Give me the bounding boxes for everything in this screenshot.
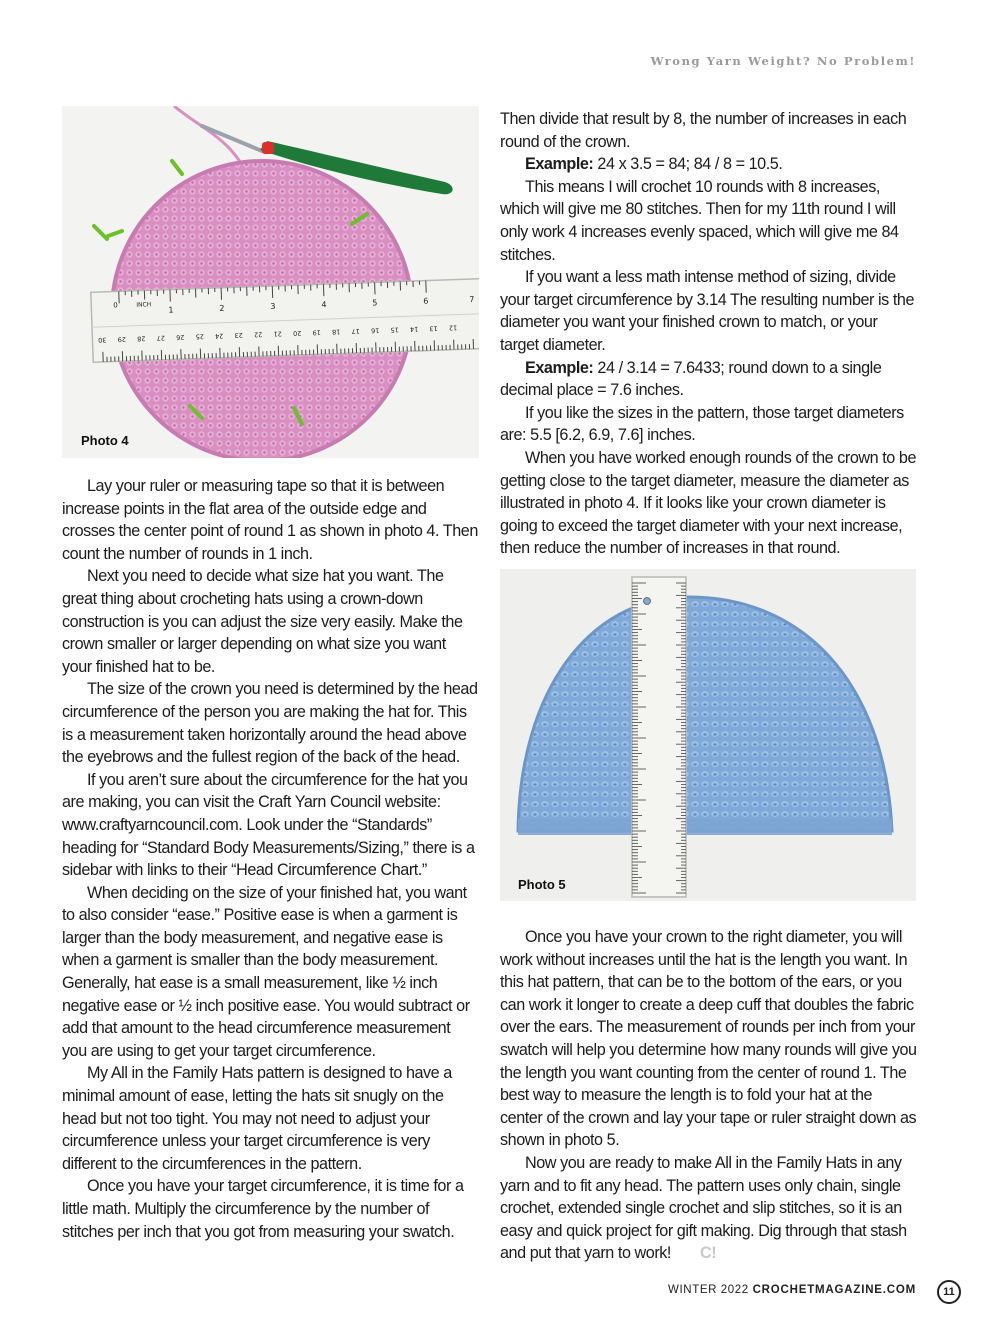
left-paragraph-4: If you aren’t sure about the circumference for the hat you are making, you can visit the Craft Yarn Council website: www.craftyarncouncil.com. Look under the “Standards” heading for “Standard Body Measurements/Sizing,” there is a sidebar with links to their “Head Circumference Chart.” [62,770,475,880]
right-column-top [500,108,918,560]
right-paragraph-7 [500,1152,918,1265]
example-1-text: 24 x 3.5 = 84; 84 / 8 = 10.5. [593,155,783,174]
ruler-label-6: 6 [423,296,429,306]
crochet-hat-ruler-image [500,569,916,901]
right-paragraph-continuation: Then divide that result by 8, the number of increases in each round of the crown. [500,110,907,151]
ruler-cm-label: 23 [234,331,244,340]
example-2-text: 24 / 3.14 = 7.6433; round down to a single decimal place = 7.6 inches. [500,358,882,400]
photo-4 [62,106,479,458]
end-mark-logo: C! [700,1244,717,1263]
right-paragraph-2: This means I will crochet 10 rounds with 8 increases, which will give me 80 stitches. Then for my 11th round I will only work 4 increases evenly spaced, which will give me 84 stitches. [500,177,899,264]
ruler-cm-label: 12 [448,323,458,332]
left-column [62,475,478,1243]
ruler-label-3: 3 [270,301,276,312]
ruler-label-inch: INCH [136,301,152,309]
left-paragraph-7: Once you have your target circumference, it is time for a little math. Multiply the circumference by the number of stitches per inch that you got from measuring your swatch. [62,1177,464,1241]
photo-5 [500,569,916,901]
ruler [91,279,479,363]
ruler-cm-label: 27 [156,333,166,343]
right-paragraph-6: Once you have your crown to the right diameter, you will work without increases until the hat is the length you want. In this hat pattern, that can be to the bottom of the ears, or you can work it longer to create a deep cuff that doubles the fabric over the ears. The measurement of rounds per inch from your swatch will help you determine how many rounds will give you the length you want counting from the center of round 1. The best way to measure the length is to fold your hat at the center of the crown and lay your tape or ruler straight down as shown in photo 5. [500,928,917,1150]
example-1-label: Example: [525,155,594,174]
left-paragraph-6: My All in the Family Hats pattern is designed to have a minimal amount of ease, letting the hats sit snugly on the head but not too tight. You may not need to adjust your circumference unless your target circumference is very different to the circumferences in the pattern. [62,1064,452,1173]
ruler-label-zero: 0 [113,301,118,310]
ruler-cm-label: 19 [312,328,321,337]
ruler-label-7: 7 [469,294,475,305]
ruler-cm-label: 24 [214,331,224,340]
right-paragraph-4: If you like the sizes in the pattern, those target diameters are: 5.5 [6.2, 6.9, 7.6] inches. [500,403,904,445]
ruler-cm-label: 13 [429,324,438,333]
running-head: Wrong Yarn Weight? No Problem! [650,54,916,68]
footer-website: CROCHETMAGAZINE.COM [752,1284,916,1296]
ruler-cm-label: 15 [390,325,399,334]
ruler-cm-label: 14 [409,324,419,334]
page-footer [668,1284,916,1296]
right-paragraph-3: If you want a less math intense method of sizing, divide your target circumference by 3.14 The resulting number is the diameter you want your finished crown to match, or your target diameter. [500,268,915,354]
example-1 [500,153,918,176]
crochet-crown-ruler-image [62,106,479,458]
photo-4-label: Photo 4 [81,433,129,448]
left-paragraph-1: Lay your ruler or measuring tape so that it is between increase points in the flat area of the outside edge and crosses the center point of round 1 as shown in photo 4. Then count the number of rounds in 1 inch. [62,477,478,563]
ruler-cm-label: 22 [253,330,263,339]
right-column-bottom [500,926,918,1265]
ruler-label-4: 4 [321,300,327,310]
left-paragraph-2: Next you need to decide what size hat you want. The great thing about crocheting hats using a crown-down construction is you can adjust the size very easily. Make the crown smaller or larger depending on what size you want your finished hat to be. [62,567,463,676]
ruler-cm-label: 25 [195,332,205,341]
closing-text: Now you are ready to make All in the Family Hats in any yarn and to fit any head. The pattern uses only chain, single crochet, extended single crochet and slip stitches, so it is an easy and quick project for gift making. Dig through that stash and put that yarn to work! [500,1153,907,1263]
ruler-cm-label: 20 [292,328,302,338]
ruler-label-5: 5 [372,298,378,308]
ruler-cm-label: 30 [98,335,107,345]
ruler-cm-label: 18 [331,327,341,336]
right-paragraph-5: When you have worked enough rounds of the crown to be getting close to the target diameter, measure the diameter as illustrated in photo 4. If it looks like your crown diameter is going to exceed the target diameter with your next increase, then reduce the number of increases in that round. [500,448,916,558]
example-2-label: Example: [525,358,594,377]
photo-5-label: Photo 5 [518,877,566,892]
vertical-ruler [632,577,686,897]
left-paragraph-5: When deciding on the size of your finished hat, you want to also consider “ease.” Positive ease is when a garment is larger than the body measurement, and negative ease is when a garment is smaller than the body measurement. Generally, hat ease is a small measurement, like ½ inch negative ease or ½ inch positive ease. You would subtract or add that amount to the head circumference measurement you are using to get your target circumference. [62,883,470,1060]
left-paragraph-3: The size of the crown you need is determined by the head circumference of the person you are making the hat for. This is a measurement taken horizontally around the head above the eyebrows and the fullest region of the back of the head. [62,680,478,767]
page-number: 11 [937,1280,961,1304]
ruler-cm-label: 26 [175,333,185,342]
ruler-cm-label: 29 [117,335,127,344]
ruler-cm-label: 28 [137,334,146,343]
ruler-cm-label: 17 [351,326,360,336]
example-2 [500,357,918,402]
ruler-cm-label: 16 [370,326,380,335]
ruler-label-2: 2 [219,303,225,313]
ruler-cm-label: 21 [273,329,282,338]
footer-issue: WINTER 2022 [668,1284,749,1296]
ruler-label-1: 1 [168,305,174,315]
